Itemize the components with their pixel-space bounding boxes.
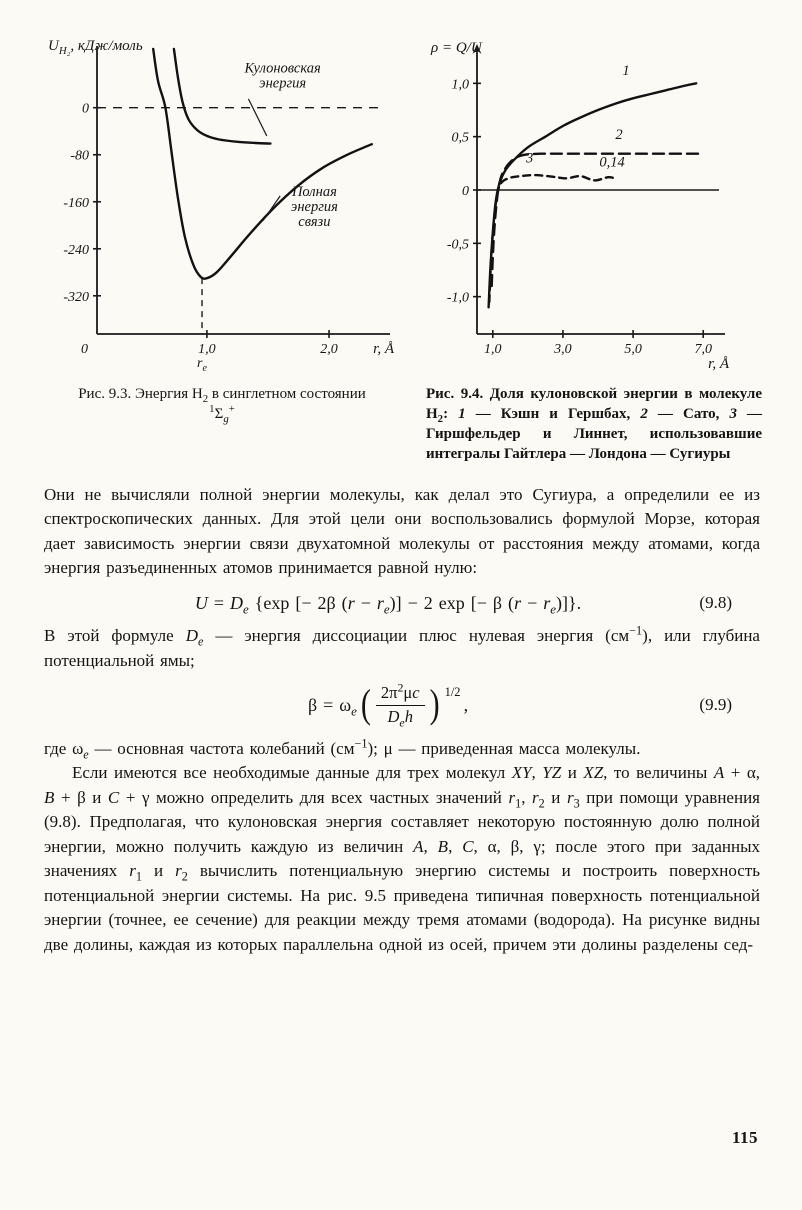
body-text: [0, 465, 802, 957]
x-tick-label: 1,0: [198, 342, 216, 357]
equation-9-8-number: (9.8): [699, 592, 732, 612]
x-axis-label: r, Å: [708, 356, 729, 372]
y-tick-label: -80: [70, 148, 89, 164]
chart-annotation: 2: [615, 126, 623, 143]
origin-label: 0: [81, 342, 88, 357]
chart-annotation: Полная энергия связи: [290, 183, 338, 230]
paragraph-2: В этой формуле $D_e$ — энергия диссоциации плюс нулевая энергия $(см^{-1})$, или глубина потенциальной ямы;: [44, 623, 760, 670]
equation-9-9: [44, 680, 732, 730]
y-tick-label: 0: [462, 184, 469, 199]
y-tick-label: 0: [82, 101, 89, 117]
x-tick-label: 7,0: [694, 342, 712, 357]
fig-9-3-chart: [42, 34, 402, 372]
chart-annotation: Кулоновская энергия: [244, 60, 321, 92]
figure-9-3: [42, 34, 402, 465]
equation-9-9-fraction: [376, 680, 425, 730]
equation-9-9-open-paren: (: [360, 682, 371, 727]
equation-9-9-denominator: $D_eh$: [387, 706, 413, 730]
equation-9-9-exponent: 1/2: [444, 685, 461, 700]
series-curve-2-sato: [492, 154, 702, 286]
equation-9-9-number: (9.9): [699, 695, 732, 715]
y-tick-label: 0,5: [451, 130, 469, 146]
y-axis-label: $U_{Н_2}$, кДж/моль: [48, 38, 143, 57]
re-marker-label: $r_e$: [197, 356, 207, 372]
equation-9-9-close-paren: ): [429, 682, 440, 727]
x-tick-label: 5,0: [624, 342, 642, 357]
chart-annotation: 3: [525, 150, 534, 167]
y-tick-label: -0,5: [446, 237, 469, 253]
figure-9-3-caption: Рис. 9.3. Энергия $Н_2$ в синглетном состоянии $^1\Sigma_g^+$: [78, 386, 366, 425]
y-tick-label: -320: [63, 289, 89, 305]
annotation-leader: [248, 99, 266, 136]
x-axis-label: r, Å: [373, 341, 394, 357]
page-number: 115: [731, 1128, 758, 1147]
y-tick-label: -160: [63, 195, 89, 211]
figure-9-4-caption: Рис. 9.4. Доля кулоновской энергии в молекуле $Н_2$: 1 — Кэшн и Гершбах, 2 — Сато, 3 — Гиршфельдер и Линнет, использовавшие интегралы Гайтлера — Лондона — Сугиуры: [426, 386, 762, 462]
chart-annotation: 1: [622, 62, 630, 79]
figure-9-4: [426, 34, 762, 465]
equation-9-9-trailing: ,: [463, 695, 469, 716]
y-tick-label: -1,0: [446, 290, 469, 306]
x-tick-label: 3,0: [554, 342, 572, 357]
equation-9-9-body: [307, 680, 469, 730]
equation-9-8-body: $U = D_e$ {exp [− 2β $(r - r_e)] - 2$ exp [− β $(r - r_e)$]}.: [194, 592, 582, 617]
equation-9-9-lhs: $\beta = \omega_e$: [307, 695, 357, 719]
paragraph-3: где $\omega_e$ — основная частота колебаний $(см^{-1})$; μ — приведенная масса молекулы.: [44, 735, 641, 761]
series-curve-1-cashion-herschbach: [489, 83, 697, 307]
y-tick-label: 1,0: [451, 77, 469, 93]
paragraph-4: Если имеются все необходимые данные для трех молекул XY, YZ и XZ, то величины A + α, B + β и C + γ можно определить для всех частных значений $r_1$, $r_2$ и $r_3$ при помощи уравнения (9.8). Предполагая, что кулоновская энергия составляет некоторую постоянную долю полной энергии, можно получить каждую из величин A, B, C, α, β, γ; после этого при заданных значениях $r_1$ и $r_2$ вычислить потенциальную энергию системы и построить поверхность потенциальной энергии системы. На рис. 9.5 приведена типичная поверхность потенциальной энергии (точнее, ее сечение) для реакции между тремя атомами (водорода). На рисунке видны две долины, каждая из которых параллельна одной из осей, причем эти долины разделены сед-: [44, 763, 761, 954]
equation-9-8: [44, 591, 732, 616]
annotation-leader: [263, 196, 280, 221]
y-tick-label: -240: [63, 242, 89, 258]
chart-annotation: 0,14: [599, 154, 625, 171]
fig-9-4-chart: [429, 34, 759, 372]
series-curve-3-hirschfelder-linnett: [489, 175, 617, 302]
x-tick-label: 1,0: [484, 342, 502, 357]
x-tick-label: 2,0: [320, 342, 338, 357]
equation-9-9-numerator: $2\pi^2\mu c$: [376, 683, 425, 706]
y-axis-label: ρ = Q/U: [431, 40, 482, 56]
figures-row: [0, 0, 802, 465]
paragraph-1: Они не вычисляли полной энергии молекулы, как делал это Сугиура, а определили ее из спектроскопических данных. Для этой цели они воспользовались формулой Морзе, которая дает зависимость энергии связи двухатомной молекулы от расстояния между атомами, когда энергия разъединенных атомов принимается равной нулю:: [44, 484, 760, 578]
